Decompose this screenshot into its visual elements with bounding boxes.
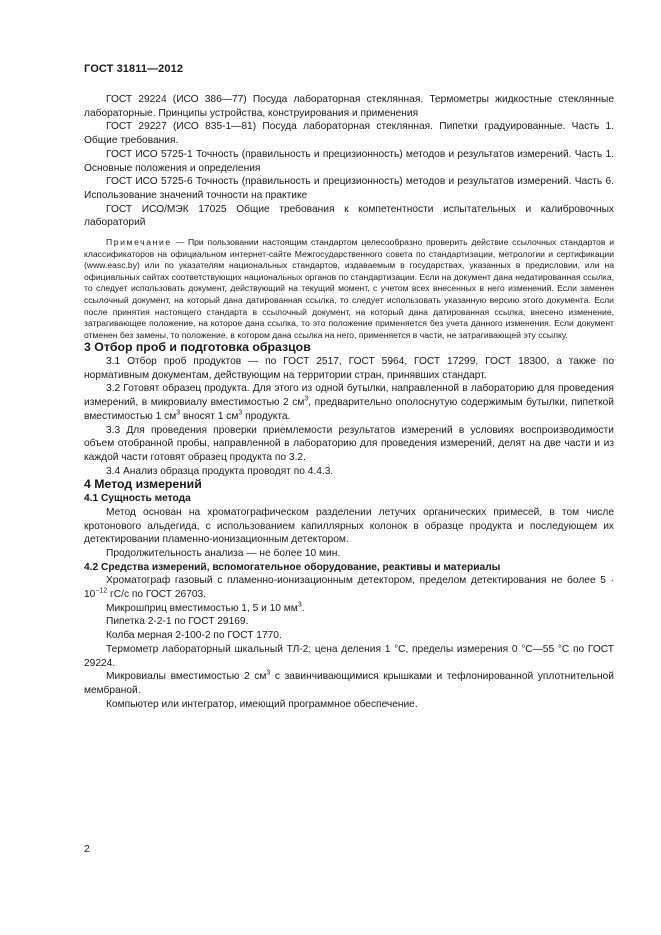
equipment-item: Микровиалы вместимостью 2 $см^3$ с завинчивающимися крышками и тефлонированной уплотнительной мембраной. [84,669,614,696]
equipment-item: Пипетка 2-2-1 по ГОСТ 29169. [106,616,249,628]
page-content [84,93,614,711]
note-label: Примечание [106,237,172,248]
reference-item: ГОСТ ИСО 5725-6 Точность (правильность и прецизионность) методов и результатов измерений. Часть 6. Использование значений точности на практике [84,176,614,201]
equipment-item: Микрошприц вместимостью 1, 5 и 10 $мм^3$. [106,601,305,614]
reference-item: ГОСТ 29224 (ИСО 386—77) Посуда лабораторная стеклянная. Термометры жидкостные стеклянные лабораторные. Принципы устройства, конструирования и применения [84,94,614,119]
method-description: Метод основан на хроматографическом разделении летучих органических примесей, в том числе кротонового альдегида, с использованием капиллярных колонок в образце продукта и последующем их детектировании пламенно-ионизационным детектором. [84,506,614,546]
note-text: — При пользовании настоящим стандартом целесообразно проверить действие ссылочных стандартов и классификаторов на официальном интернет-сайте Межгосударственного совета по стандартизации, метрологии и сертификации (www.easc.by) или по указателям национальных стандартов, издаваемым в государствах, указанных в предисловии, или на официальных сайтах соответствующих национальных органов по стандартизации. Если на документ дана недатированная ссылка, то следует использовать документ, действующий на текущий момент, с учетом всех внесенных в него изменений. Если заменен ссылочный документ, на который дана датированная ссылка, то следует использовать указанную версию этого документа. Если после принятия настоящего стандарта в ссылочный документ, на который дана датированная ссылка, внесено изменение, затрагивающее положение, на которое дана ссылка, то это положение применяется без учета данного изменения. Если документ отменен без замены, то положение, в котором дана ссылка на него, применяется в части, не затрагивающей эту ссылку. [84,237,614,340]
equipment-item: Колба мерная 2-100-2 по ГОСТ 1770. [106,630,282,642]
equipment-item: Хроматограф газовый с пламенно-ионизационным детектором, пределом детектирования не более $5 \cdot 10^{-12}$ гС/с по ГОСТ 26703. [84,575,614,601]
clause-3-1: 3.1 Отбор проб продуктов — по ГОСТ 2517, ГОСТ 5964, ГОСТ 17299, ГОСТ 18300, а также по нормативным документам, действующим на территории стран, принявших стандарт. [84,356,614,381]
document-header: ГОСТ 31811—2012 [84,63,184,75]
equipment-item: Термометр лабораторный шкальный ТЛ-2; цена деления 1 °С, пределы измерения 0 °С—55 °С по ГОСТ 29224. [84,643,614,669]
reference-item: ГОСТ ИСО/МЭК 17025 Общие требования к компетентности испытательных и калибровочных лабораторий [84,203,614,229]
page-number: 2 [84,843,90,855]
section-3-heading: 3 Отбор проб и подготовка образцов [84,340,311,355]
reference-item: ГОСТ ИСО 5725-1 Точность (правильность и прецизионность) методов и результатов измерений. Часть 1. Основные положения и определения [84,148,614,174]
subsection-4-2-heading: 4.2 Средства измерений, вспомогательное оборудование, реактивы и материалы [84,561,501,573]
reference-item: ГОСТ 29227 (ИСО 835-1—81) Посуда лабораторная стеклянная. Пипетки градуированные. Часть 1. Общие требования. [84,121,614,147]
note-paragraph [84,237,614,341]
analysis-duration: Продолжительность анализа — не более 10 мин. [106,547,341,559]
clause-3-2: 3.2 Готовят образец продукта. Для этого из одной бутылки, направленной в лабораторию для проведения измерений, в микровиалу вместимостью 2 $см^3$, предварительно ополоснутую содержимым бутылки, пипеткой вместимостью 1 $см^3$ вносят 1 $см^3$ продукта. [84,383,614,422]
section-4-heading: 4 Метод измерений [84,477,202,492]
clause-3-3: 3.3 Для проведения проверки приемлемости результатов измерений в условиях воспроизводимости объем отобранной пробы, направленной в лабораторию для проведения измерений, делят на две части и из каждой части готовят образец продукта по 3.2. [84,424,614,463]
clause-3-4: 3.4 Анализ образца продукта проводят по 4.4.3. [106,465,334,477]
equipment-item: Компьютер или интегратор, имеющий программное обеспечение. [106,698,418,710]
subsection-4-1-heading: 4.1 Сущность метода [84,493,191,505]
